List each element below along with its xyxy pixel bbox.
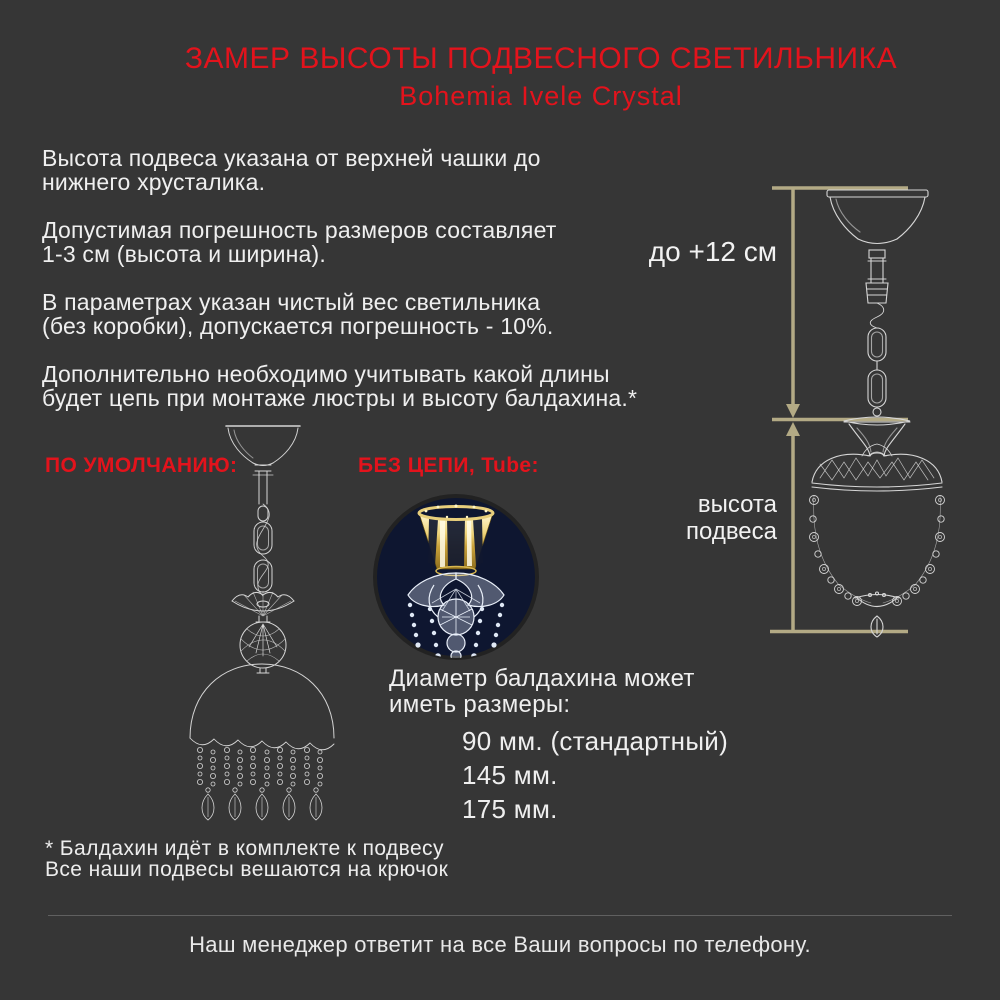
page-title: ЗАМЕР ВЫСОТЫ ПОДВЕСНОГО СВЕТИЛЬНИКА [184, 42, 898, 75]
canopy-diameter-intro: Диаметр балдахина может иметь размеры: [389, 665, 695, 718]
paragraph-height-note: Высота подвеса указана от верхней чашки до нижнего хрусталика. [42, 145, 541, 195]
footnote: * Балдахин идёт в комплекте к подвесу Все наши подвесы вешаются на крючок [45, 837, 449, 881]
paragraph-tolerance-note: Допустимая погрешность размеров составляет 1-3 см (высота и ширина). [42, 217, 557, 267]
canopy-size-item: 145 мм. [462, 760, 558, 790]
intro-text-block [42, 146, 682, 434]
footer-divider [48, 915, 952, 916]
label-without-chain-variant: БЕЗ ЦЕПИ, Tube: [358, 454, 539, 477]
measurement-lines [770, 188, 908, 632]
crystal-garland-beads [810, 496, 945, 606]
crystal-bead-strands [197, 747, 322, 820]
pendant-line-drawing-measured [812, 190, 942, 637]
footer-message: Наш менеджер ответит на все Ваши вопросы по телефону. [189, 932, 811, 957]
label-default-variant: ПО УМОЛЧАНИЮ: [45, 454, 238, 477]
pendant-height-label: высота подвеса [686, 491, 777, 545]
chain-allowance-label: до +12 см [648, 236, 777, 267]
paragraph-chain-note: Дополнительно необходимо учитывать какой длины будет цепь при монтаже люстры и высоту балдахина.* [42, 361, 638, 411]
header [82, 42, 1000, 112]
canopy-size-item: 175 мм. [462, 794, 558, 824]
canopy-size-item: 90 мм. (стандартный) [462, 726, 729, 756]
pendant-outline [190, 426, 334, 750]
paragraph-weight-note: В параметрах указан чистый вес светильника (без коробки), допускается погрешность - 10%. [42, 289, 554, 339]
pendant-line-drawing-default [185, 420, 335, 830]
brand-subtitle: Bohemia Ivele Crystal [399, 81, 683, 111]
canopy-size-list [462, 724, 728, 826]
tube-mount-photo [372, 493, 540, 661]
teardrop-pendants [202, 788, 322, 820]
